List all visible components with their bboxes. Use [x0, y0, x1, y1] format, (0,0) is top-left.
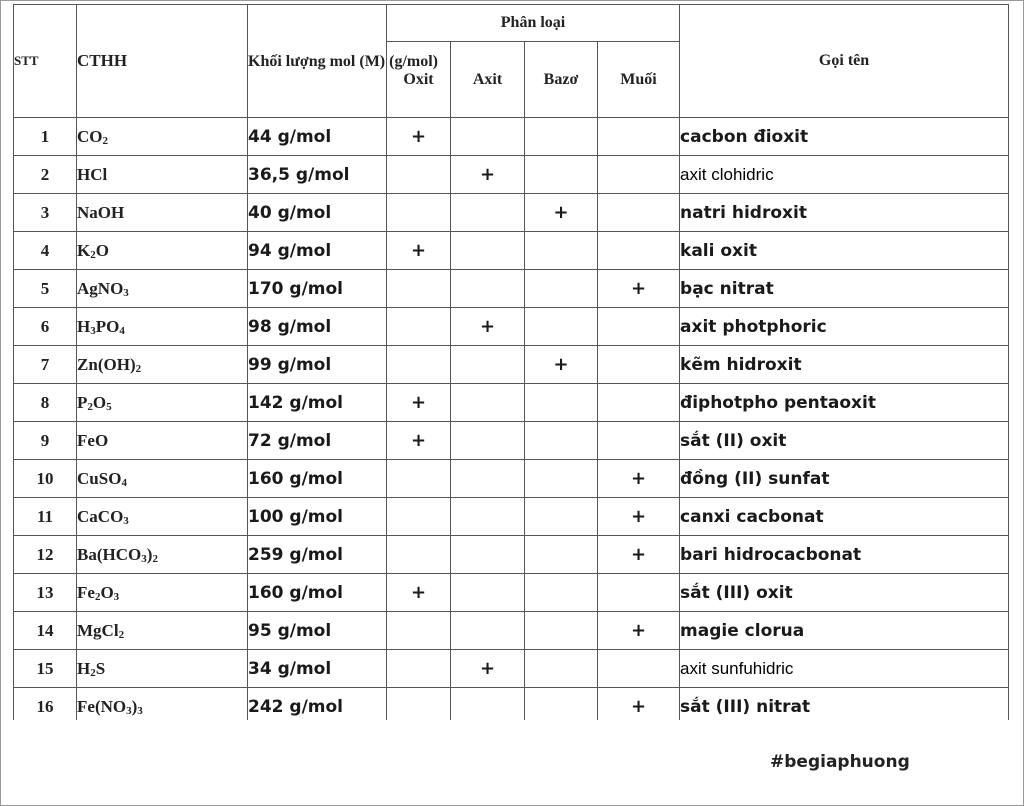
row-formula: $Ba(HCO_3)_2$: [77, 536, 248, 574]
row-stt: 11: [14, 498, 77, 536]
row-formula: $Zn(OH)_2$: [77, 346, 248, 384]
row-oxit-mark: [387, 612, 451, 650]
row-molar-mass: 40 g/mol: [248, 194, 387, 232]
row-compound-name: sắt (III) nitrat: [680, 688, 1009, 726]
row-stt: 5: [14, 270, 77, 308]
row-oxit-mark: [387, 650, 451, 688]
row-axit-mark: [451, 346, 525, 384]
row-molar-mass: 259 g/mol: [248, 536, 387, 574]
row-muoi-mark: [598, 118, 680, 156]
row-muoi-mark: +: [598, 536, 680, 574]
row-muoi-mark: +: [598, 612, 680, 650]
row-compound-name: axit clohidric: [680, 156, 1009, 194]
row-bazo-mark: [525, 118, 598, 156]
row-molar-mass: 44 g/mol: [248, 118, 387, 156]
row-oxit-mark: [387, 346, 451, 384]
row-formula: CaCO$_3$: [77, 498, 248, 536]
table-row: [14, 384, 1009, 422]
row-muoi-mark: [598, 194, 680, 232]
row-stt: 12: [14, 536, 77, 574]
row-formula: FeO: [77, 422, 248, 460]
row-stt: 10: [14, 460, 77, 498]
row-stt: 4: [14, 232, 77, 270]
header-bazo: Bazơ: [525, 42, 598, 118]
row-formula: AgNO$_3$: [77, 270, 248, 308]
row-oxit-mark: [387, 498, 451, 536]
row-axit-mark: +: [451, 308, 525, 346]
row-compound-name: magie clorua: [680, 612, 1009, 650]
row-oxit-mark: +: [387, 232, 451, 270]
header-muoi: Muối: [598, 42, 680, 118]
row-oxit-mark: [387, 194, 451, 232]
row-muoi-mark: +: [598, 460, 680, 498]
row-oxit-mark: [387, 460, 451, 498]
row-molar-mass: 142 g/mol: [248, 384, 387, 422]
row-muoi-mark: [598, 156, 680, 194]
row-axit-mark: [451, 498, 525, 536]
row-oxit-mark: +: [387, 384, 451, 422]
table-row: [14, 232, 1009, 270]
table-row: [14, 156, 1009, 194]
row-compound-name: axit sunfuhidric: [680, 650, 1009, 688]
table-row: [14, 194, 1009, 232]
row-oxit-mark: [387, 536, 451, 574]
row-stt: 13: [14, 574, 77, 612]
table-row: [14, 346, 1009, 384]
row-compound-name: bạc nitrat: [680, 270, 1009, 308]
row-bazo-mark: [525, 460, 598, 498]
header-name: Gọi tên: [680, 5, 1009, 118]
row-formula: $CO_2$: [77, 118, 248, 156]
row-compound-name: cacbon đioxit: [680, 118, 1009, 156]
row-stt: 16: [14, 688, 77, 726]
row-stt: 1: [14, 118, 77, 156]
row-stt: 6: [14, 308, 77, 346]
row-axit-mark: [451, 270, 525, 308]
row-stt: 8: [14, 384, 77, 422]
row-axit-mark: [451, 574, 525, 612]
row-stt: 15: [14, 650, 77, 688]
table-row: [14, 118, 1009, 156]
header-classification: Phân loại: [387, 5, 680, 42]
row-molar-mass: 99 g/mol: [248, 346, 387, 384]
row-axit-mark: [451, 232, 525, 270]
row-muoi-mark: [598, 650, 680, 688]
header-molar-mass: Khối lượng mol (M) (g/mol): [248, 5, 387, 118]
row-molar-mass: 94 g/mol: [248, 232, 387, 270]
row-bazo-mark: [525, 270, 598, 308]
row-axit-mark: [451, 422, 525, 460]
header-stt: STT: [14, 5, 77, 118]
row-compound-name: kẽm hidroxit: [680, 346, 1009, 384]
row-molar-mass: 72 g/mol: [248, 422, 387, 460]
row-molar-mass: 95 g/mol: [248, 612, 387, 650]
row-oxit-mark: +: [387, 118, 451, 156]
row-formula: NaOH: [77, 194, 248, 232]
row-axit-mark: [451, 384, 525, 422]
row-compound-name: natri hidroxit: [680, 194, 1009, 232]
row-bazo-mark: +: [525, 194, 598, 232]
row-molar-mass: 100 g/mol: [248, 498, 387, 536]
row-formula: $Fe_2O_3$: [77, 574, 248, 612]
row-stt: 7: [14, 346, 77, 384]
row-axit-mark: [451, 194, 525, 232]
row-axit-mark: +: [451, 156, 525, 194]
header-oxit: Oxit: [387, 42, 451, 118]
row-axit-mark: [451, 118, 525, 156]
row-axit-mark: [451, 612, 525, 650]
row-muoi-mark: +: [598, 688, 680, 726]
row-molar-mass: 160 g/mol: [248, 460, 387, 498]
row-axit-mark: [451, 536, 525, 574]
row-bazo-mark: [525, 308, 598, 346]
row-oxit-mark: +: [387, 574, 451, 612]
header-cthh: CTHH: [77, 5, 248, 118]
row-bazo-mark: [525, 536, 598, 574]
table-row: [14, 422, 1009, 460]
table-row: [14, 536, 1009, 574]
row-molar-mass: 36,5 g/mol: [248, 156, 387, 194]
row-muoi-mark: [598, 422, 680, 460]
row-muoi-mark: [598, 232, 680, 270]
table-row: [14, 460, 1009, 498]
row-molar-mass: 170 g/mol: [248, 270, 387, 308]
row-bazo-mark: [525, 422, 598, 460]
row-muoi-mark: +: [598, 498, 680, 536]
row-stt: 14: [14, 612, 77, 650]
row-formula: CuSO$_4$: [77, 460, 248, 498]
row-oxit-mark: [387, 270, 451, 308]
row-compound-name: điphotpho pentaoxit: [680, 384, 1009, 422]
row-bazo-mark: [525, 156, 598, 194]
row-oxit-mark: [387, 308, 451, 346]
row-compound-name: đồng (II) sunfat: [680, 460, 1009, 498]
row-molar-mass: 98 g/mol: [248, 308, 387, 346]
row-muoi-mark: [598, 308, 680, 346]
table-row: [14, 574, 1009, 612]
row-muoi-mark: [598, 384, 680, 422]
row-compound-name: canxi cacbonat: [680, 498, 1009, 536]
row-compound-name: sắt (III) oxit: [680, 574, 1009, 612]
row-stt: 9: [14, 422, 77, 460]
row-stt: 3: [14, 194, 77, 232]
row-compound-name: sắt (II) oxit: [680, 422, 1009, 460]
row-bazo-mark: [525, 574, 598, 612]
chemistry-table: [13, 4, 1009, 726]
table-row: [14, 270, 1009, 308]
row-compound-name: bari hidrocacbonat: [680, 536, 1009, 574]
row-axit-mark: [451, 460, 525, 498]
table-row: [14, 498, 1009, 536]
row-oxit-mark: +: [387, 422, 451, 460]
row-molar-mass: 242 g/mol: [248, 688, 387, 726]
row-muoi-mark: [598, 346, 680, 384]
row-bazo-mark: [525, 498, 598, 536]
row-axit-mark: +: [451, 650, 525, 688]
row-molar-mass: 34 g/mol: [248, 650, 387, 688]
table-row: [14, 308, 1009, 346]
row-compound-name: kali oxit: [680, 232, 1009, 270]
row-bazo-mark: [525, 650, 598, 688]
header-axit: Axit: [451, 42, 525, 118]
row-formula: $H_3PO_4$: [77, 308, 248, 346]
row-stt: 2: [14, 156, 77, 194]
table-row: [14, 612, 1009, 650]
row-bazo-mark: +: [525, 346, 598, 384]
row-muoi-mark: [598, 574, 680, 612]
row-formula: $H_2S$: [77, 650, 248, 688]
row-bazo-mark: [525, 612, 598, 650]
row-formula: $P_2O_5$: [77, 384, 248, 422]
row-bazo-mark: [525, 232, 598, 270]
hashtag-label: #begiaphuong: [770, 752, 910, 772]
table-row: [14, 650, 1009, 688]
row-molar-mass: 160 g/mol: [248, 574, 387, 612]
row-oxit-mark: [387, 156, 451, 194]
row-formula: $K_2O$: [77, 232, 248, 270]
row-bazo-mark: [525, 384, 598, 422]
table-body: [14, 118, 1009, 726]
row-formula: MgCl$_2$: [77, 612, 248, 650]
row-formula: $Fe(NO_3)_3$: [77, 688, 248, 726]
row-compound-name: axit photphoric: [680, 308, 1009, 346]
row-muoi-mark: +: [598, 270, 680, 308]
row-formula: HCl: [77, 156, 248, 194]
